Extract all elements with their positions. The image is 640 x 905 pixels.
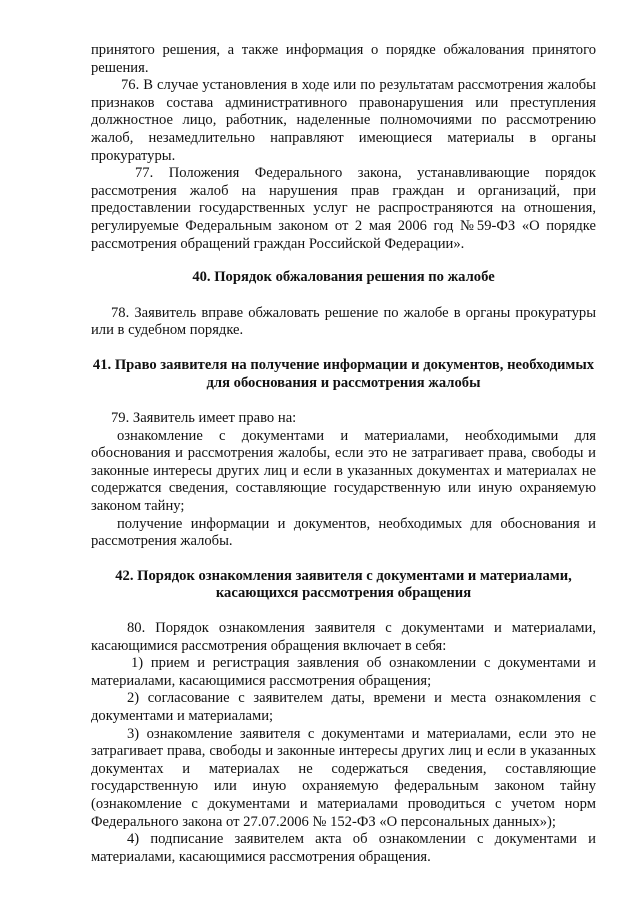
paragraph-77: 77. Положения Федерального закона, устанавливающие порядок рассмотрения жалоб на нарушения прав граждан и организаций, при предоставлении государственных услуг не распространяются на отношения, регулируемые Федеральным законом от 2 мая 2006 год №59-ФЗ «О порядке рассмотрения обращений граждан Российской Федерации». (91, 165, 596, 252)
paragraph-80-item-2: 2) согласование с заявителем даты, времени и места ознакомления с документами и материалами; (91, 690, 596, 724)
paragraph-80-item-3: 3) ознакомление заявителя с документами и материалами, если это не затрагивает права, свободы и законные интересы других лиц и если в указанных документах и материалах не содержаться сведения, составляющие государственную или иную охраняемую федеральным законом тайну (ознакомление с документами и материалами проводиться с учетом норм Федерального закона от 27.07.2006 № 152-ФЗ «О персональных данных»); (91, 725, 596, 830)
paragraph-79-item-a: ознакомление с документами и материалами, необходимыми для обоснования и рассмотрения жалобы, если это не затрагивает права, свободы и законные интересы других лиц и если в указанных документах и материалах не содержатся сведения, составляющие государственную или иную охраняемую законом тайну; (91, 427, 596, 515)
paragraph-79-item-b: получение информации и документов, необходимых для обоснования и рассмотрения жалобы. (91, 515, 596, 550)
section-heading-40: 40. Порядок обжалования решения по жалобе (192, 269, 495, 286)
paragraph-80-item-1: 1) прием и регистрация заявления об ознакомлении с документами и материалами, касающимися рассмотрения обращения; (91, 655, 596, 689)
section-heading-42: 42. Порядок ознакомления заявителя с документами и материалами, касающихся рассмотрения обращения (115, 567, 572, 602)
paragraph-79: 79. Заявитель имеет право на: (111, 410, 297, 427)
section-heading-41: 41. Право заявителя на получение информации и документов, необходимых для обоснования и рассмотрения жалобы (92, 356, 595, 391)
paragraph-76: 76. В случае установления в ходе или по результатам рассмотрения жалобы признаков состава административного правонарушения или преступления должностное лицо, работник, наделенные полномочиями по рассмотрению жалоб, незамедлительно направляют имеющиеся материалы в органы прокуратуры. (91, 77, 596, 164)
paragraph-78: 78. Заявитель вправе обжаловать решение по жалобе в органы прокуратуры или в судебном порядке. (91, 304, 596, 339)
paragraph-80: 80. Порядок ознакомления заявителя с документами и материалами, касающимися рассмотрения обращения включает в себя: (91, 620, 596, 654)
paragraph-80-item-4: 4) подписание заявителем акта об ознакомлении с документами и материалами, касающимися рассмотрения обращения. (91, 831, 596, 865)
paragraph-continuation: принятого решения, а также информация о порядке обжалования принятого решения. (91, 42, 596, 76)
